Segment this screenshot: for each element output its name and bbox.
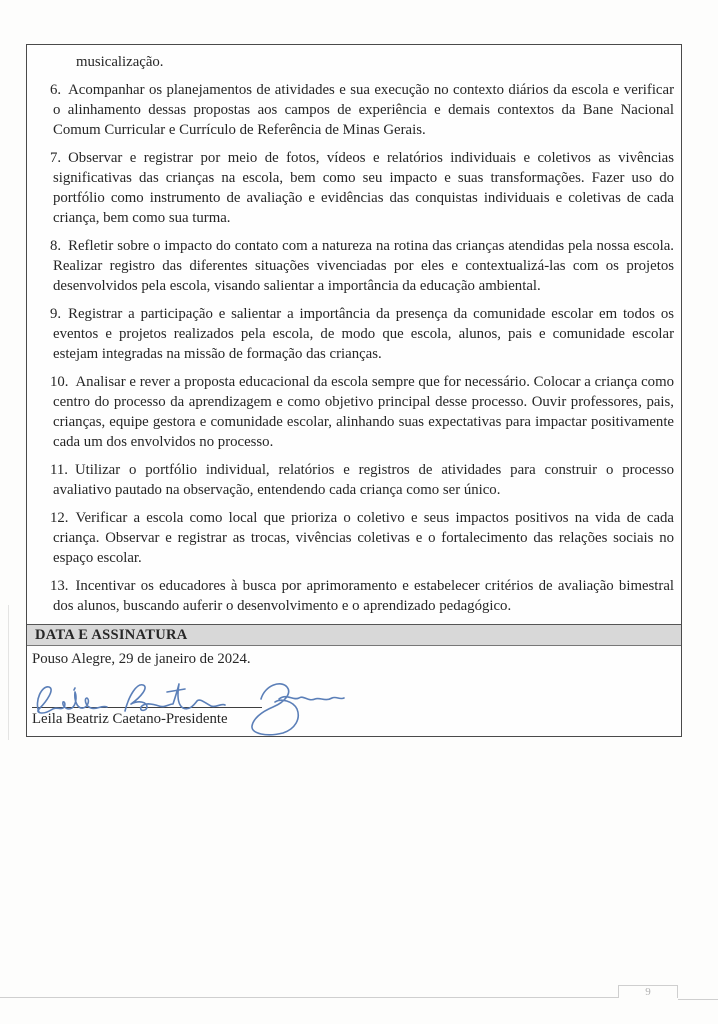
continuation-text: musicalização. xyxy=(76,54,164,70)
item-text: Utilizar o portfólio individual, relatórios e registros de atividades para construir o processo avaliativo pautado na observação, entendendo cada criança como ser único. xyxy=(53,462,674,498)
signature-line xyxy=(32,707,262,708)
scan-artifact-edge xyxy=(8,605,9,740)
document-border-box xyxy=(26,44,682,737)
item-text: Incentivar os educadores à busca por aprimoramento e estabelecer critérios de avaliação bimestral dos alunos, buscando auferir o desenvolvimento e o aprendizado pedagógico. xyxy=(53,578,674,614)
item-text: Analisar e rever a proposta educacional da escola sempre que for necessário. Colocar a criança como centro do processo da aprendizagem e como objetivo principal desse processo. Ouvir professores, pais, crianças, equipe gestora e comunidade escolar, alinhando suas expectativas para impactar positivamente cada um dos envolvidos no processo. xyxy=(53,374,674,450)
item-text: Registrar a participação e salientar a importância da presença da comunidade escolar em todos os eventos e projetos realizados pela escola, de modo que escola, alunos, pais e comunidade escolar estejam integradas na missão de formação das crianças. xyxy=(53,306,674,362)
list-item xyxy=(50,372,674,452)
item-number: 7. xyxy=(50,150,62,166)
document-body xyxy=(27,45,681,737)
list-item xyxy=(50,576,674,616)
item-text: Acompanhar os planejamentos de atividades e sua execução no contexto diários da escola e verificar o alinhamento dessas propostas aos campos de experiência e demais contextos da Bane Nacional Comum Curricular e Currículo de Referência de Minas Gerais. xyxy=(53,82,674,138)
list-item xyxy=(50,304,674,364)
item-text: Verificar a escola como local que prioriza o coletivo e seus impactos positivos na vida de cada criança. Observar e registrar as trocas, vivências coletivas e o fortalecimento das relações sociais no espaço escolar. xyxy=(53,510,674,566)
item-number: 12. xyxy=(50,510,69,526)
page-number: 9 xyxy=(645,986,651,998)
list-item xyxy=(50,508,674,568)
list-item xyxy=(50,148,674,228)
date-line: Pouso Alegre, 29 de janeiro de 2024. xyxy=(32,651,251,667)
list-item xyxy=(50,460,674,500)
signatory-printed-name: Leila Beatriz Caetano-Presidente xyxy=(32,711,228,727)
item-text: Observar e registrar por meio de fotos, vídeos e relatórios individuais e coletivos as vivências significativas das crianças na escola, bem como seu impacto e suas transformações. Fazer uso do portfólio como instrumento de avaliação e evidências das conquistas individuais e coletivas de cada criança, bem como sua turma. xyxy=(53,150,674,226)
list-item xyxy=(50,236,674,296)
item-number: 13. xyxy=(50,578,69,594)
item-text: Refletir sobre o impacto do contato com a natureza na rotina das crianças atendidas pela nossa escola. Realizar registro das diferentes situações vivenciadas por eles e contextualizá-las com os projetos desenvolvidos pela escola, visando salientar a importância da educação ambiental. xyxy=(53,238,674,294)
item-number: 9. xyxy=(50,306,62,322)
footer-rule-right xyxy=(678,999,718,1000)
item-number: 6. xyxy=(50,82,62,98)
signature-block xyxy=(27,671,681,737)
section-header-data-assinatura: DATA E ASSINATURA xyxy=(27,624,681,646)
list-item xyxy=(50,80,674,140)
item-number: 10. xyxy=(50,374,69,390)
item-number: 8. xyxy=(50,238,62,254)
page-number-tab xyxy=(618,985,678,998)
item-number: 11. xyxy=(50,462,68,478)
footer-rule-left xyxy=(0,997,618,998)
